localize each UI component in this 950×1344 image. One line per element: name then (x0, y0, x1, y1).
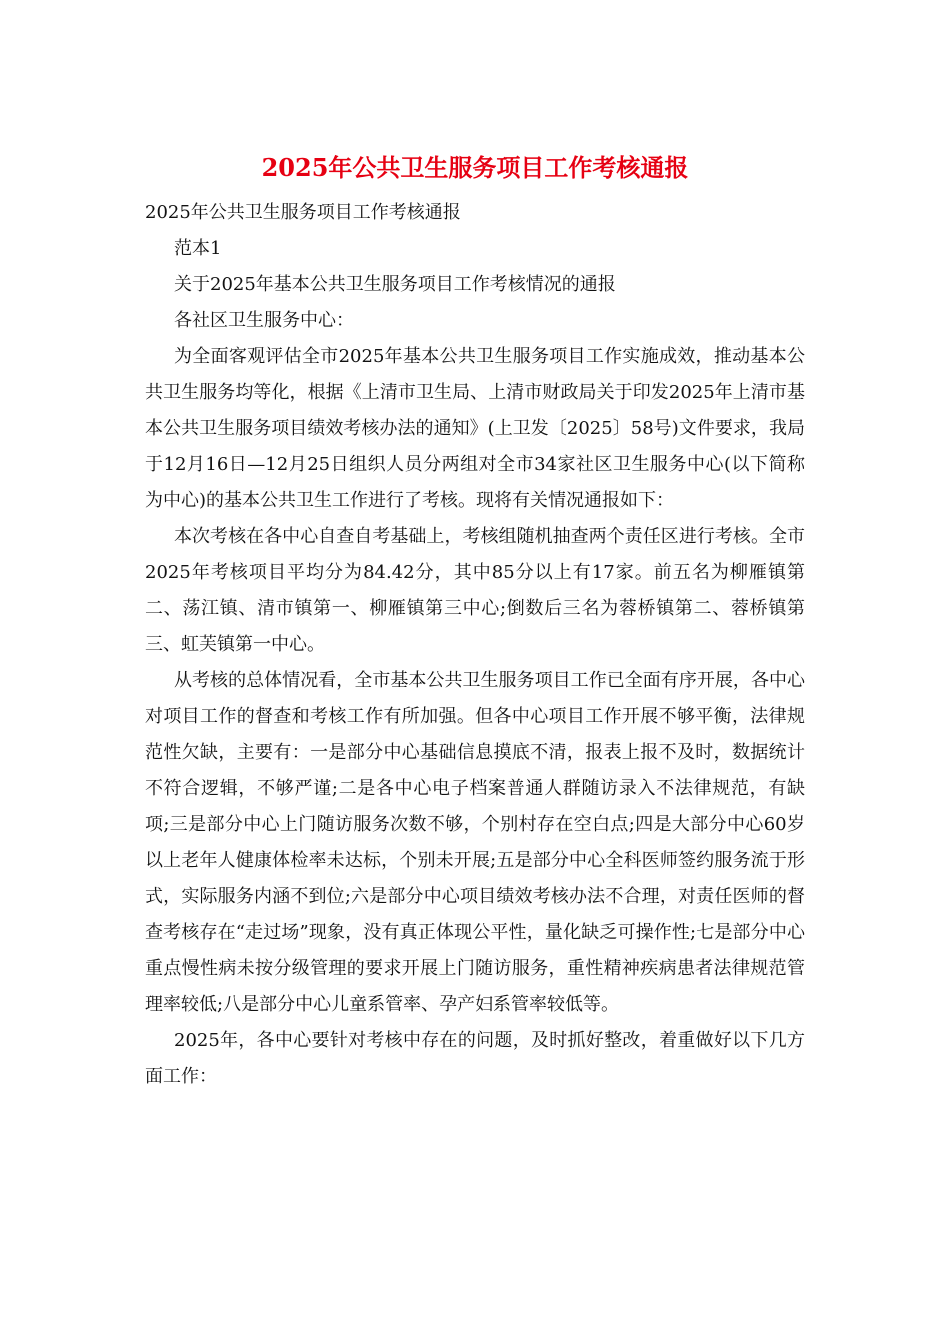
subtitle-paragraph: 2025年公共卫生服务项目工作考核通报 (145, 202, 461, 223)
template-label: 范本1 (174, 238, 222, 259)
notice-heading: 关于2025年基本公共卫生服务项目工作考核情况的通报 (174, 274, 616, 295)
body-paragraph-next-steps: 2025年，各中心要针对考核中存在的问题，及时抓好整改，着重做好以下几方面工作： (145, 1030, 805, 1087)
body-paragraph-intro: 为全面客观评估全市2025年基本公共卫生服务项目工作实施成效，推动基本公共卫生服务均等化，根据《上清市卫生局、上清市财政局关于印发2025年上清市基本公共卫生服务项目绩效考核办法的通知》(上卫发〔2025〕58号)文件要求，我局于12月16日—12月25日组织人员分两组对全市34家社区卫生服务中心(以下简称为中心)的基本公共卫生工作进行了考核。现将有关情况通报如下： (145, 346, 805, 511)
document-body (145, 195, 805, 1095)
salutation: 各社区卫生服务中心： (174, 310, 354, 331)
body-paragraph-results: 本次考核在各中心自查自考基础上，考核组随机抽查两个责任区进行考核。全市2025年考核项目平均分为84.42分，其中85分以上有17家。前五名为柳雁镇第二、荡江镇、清市镇第一、柳雁镇第三中心;倒数后三名为蓉桥镇第二、蓉桥镇第三、虹芙镇第一中心。 (145, 526, 805, 655)
document-title: 2025年公共卫生服务项目工作考核通报 (261, 153, 689, 182)
body-paragraph-problems: 从考核的总体情况看，全市基本公共卫生服务项目工作已全面有序开展，各中心对项目工作的督查和考核工作有所加强。但各中心项目工作开展不够平衡，法律规范性欠缺，主要有：一是部分中心基础信息摸底不清，报表上报不及时，数据统计不符合逻辑，不够严谨;二是各中心电子档案普通人群随访录入不法律规范，有缺项;三是部分中心上门随访服务次数不够，个别村存在空白点;四是大部分中心60岁以上老年人健康体检率未达标，个别未开展;五是部分中心全科医师签约服务流于形式，实际服务内涵不到位;六是部分中心项目绩效考核办法不合理，对责任医师的督查考核存在“走过场”现象，没有真正体现公平性，量化缺乏可操作性;七是部分中心重点慢性病未按分级管理的要求开展上门随访服务，重性精神疾病患者法律规范管理率较低;八是部分中心儿童系管率、孕产妇系管率较低等。 (145, 670, 805, 1015)
